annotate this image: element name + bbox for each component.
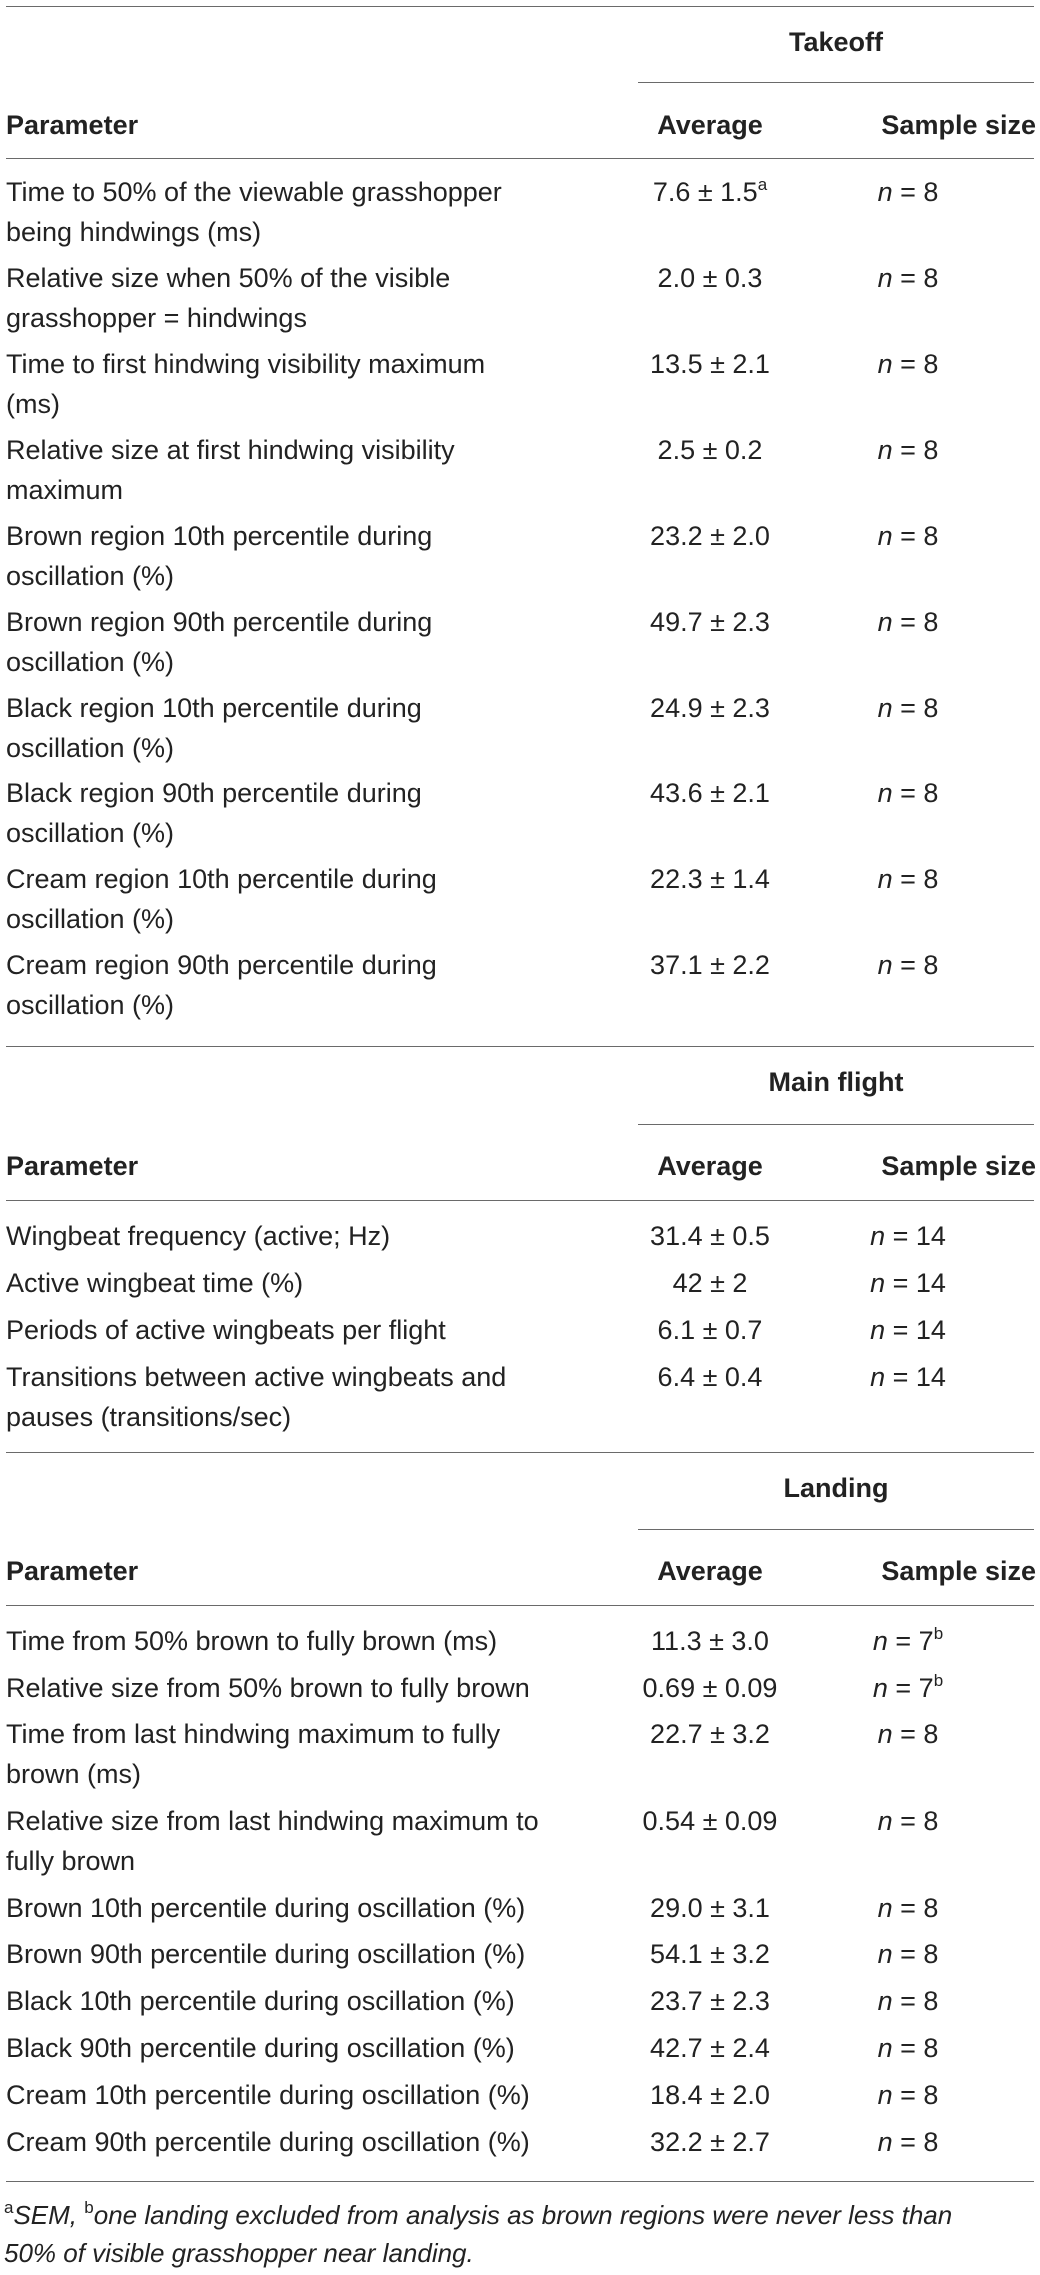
- row-sample-size: $n = 7^b$: [872, 1624, 944, 1656]
- row-average: 37.1 ± 2.2: [650, 950, 770, 980]
- section-top-rule: [6, 1046, 1034, 1047]
- row-parameter: Brown 10th percentile during oscillation (%): [6, 1893, 526, 1923]
- row-sample-size: n = 8: [877, 177, 939, 207]
- section-title-main-flight: Main flight: [768, 1067, 904, 1097]
- row-average: 49.7 ± 2.3: [650, 607, 770, 637]
- column-header-average: Average: [657, 1556, 763, 1586]
- row-parameter: Brown region 10th percentile during oscillation (%): [6, 521, 433, 591]
- row-parameter: Time to 50% of the viewable grasshopper being hindwings (ms): [6, 177, 502, 247]
- column-header-parameter: Parameter: [6, 1151, 139, 1181]
- row-sample-size: n = 8: [877, 2033, 939, 2063]
- row-average: 0.69 ± 0.09: [642, 1673, 778, 1703]
- table-footnote: $^a$SEM, $^b$one landing excluded from analysis as brown regions were never less than: [4, 2198, 953, 2230]
- row-sample-size: n = 14: [870, 1315, 946, 1345]
- row-average: 23.7 ± 2.3: [650, 1986, 770, 2016]
- table-bottom-rule: [6, 2181, 1034, 2182]
- row-sample-size: n = 8: [877, 1806, 939, 1836]
- row-sample-size: n = 14: [870, 1221, 946, 1251]
- row-sample-size: n = 8: [877, 950, 939, 980]
- row-parameter: Wingbeat frequency (active; Hz): [6, 1221, 391, 1251]
- row-parameter: Time from last hindwing maximum to fully brown (ms): [6, 1719, 501, 1789]
- row-sample-size: n = 8: [877, 2127, 939, 2157]
- column-header-sample-size: Sample size: [881, 1151, 1036, 1181]
- row-parameter: Time to first hindwing visibility maximum (ms): [6, 349, 486, 419]
- row-sample-size: n = 8: [877, 1986, 939, 2016]
- row-average: 2.0 ± 0.3: [657, 263, 763, 293]
- row-sample-size: n = 14: [870, 1268, 946, 1298]
- row-average: 0.54 ± 0.09: [642, 1806, 778, 1836]
- row-sample-size: n = 8: [877, 435, 939, 465]
- row-average: 32.2 ± 2.7: [650, 2127, 770, 2157]
- row-parameter: Black 10th percentile during oscillation (%): [6, 1986, 515, 2016]
- section-title-landing: Landing: [783, 1473, 889, 1503]
- row-sample-size: n = 8: [877, 1939, 939, 1969]
- row-average: 11.3 ± 3.0: [651, 1626, 769, 1656]
- row-parameter: Relative size from 50% brown to fully brown: [6, 1673, 530, 1703]
- row-average: 43.6 ± 2.1: [650, 778, 770, 808]
- row-parameter: Brown 90th percentile during oscillation (%): [6, 1939, 526, 1969]
- row-parameter: Brown region 90th percentile during oscillation (%): [6, 607, 433, 677]
- row-parameter: Active wingbeat time (%): [6, 1268, 304, 1298]
- column-header-average: Average: [657, 110, 763, 140]
- row-sample-size: n = 8: [877, 778, 939, 808]
- row-sample-size: n = 8: [877, 349, 939, 379]
- row-sample-size: n = 8: [877, 2080, 939, 2110]
- header-bottom-rule: [6, 1605, 1034, 1606]
- row-average: 7.6 ± 1.5$^a$: [652, 175, 768, 207]
- row-average: 22.3 ± 1.4: [650, 864, 770, 894]
- row-average: 22.7 ± 3.2: [650, 1719, 770, 1749]
- row-sample-size: n = 14: [870, 1362, 946, 1392]
- column-header-average: Average: [657, 1151, 763, 1181]
- section-top-rule: [6, 6, 1034, 7]
- row-average: 24.9 ± 2.3: [650, 693, 770, 723]
- row-parameter: Cream region 10th percentile during oscillation (%): [6, 864, 437, 934]
- row-sample-size: $n = 7^b$: [872, 1671, 944, 1703]
- section-title-takeoff: Takeoff: [788, 27, 883, 57]
- row-average: 2.5 ± 0.2: [657, 435, 763, 465]
- table-footnote-line-2: 50% of visible grasshopper near landing.: [4, 2238, 474, 2268]
- row-sample-size: n = 8: [877, 263, 939, 293]
- column-header-parameter: Parameter: [6, 1556, 139, 1586]
- row-sample-size: n = 8: [877, 1893, 939, 1923]
- row-parameter: Relative size when 50% of the visible grasshopper = hindwings: [6, 263, 451, 333]
- section-subheader-rule: [638, 82, 1034, 83]
- header-bottom-rule: [6, 158, 1034, 159]
- row-average: 54.1 ± 3.2: [650, 1939, 770, 1969]
- row-average: 42 ± 2: [672, 1268, 748, 1298]
- row-sample-size: n = 8: [877, 1719, 939, 1749]
- row-parameter: Relative size from last hindwing maximum to fully brown: [6, 1806, 539, 1876]
- section-subheader-rule: [638, 1529, 1034, 1530]
- section-subheader-rule: [638, 1124, 1034, 1125]
- row-parameter: Cream region 90th percentile during oscillation (%): [6, 950, 437, 1020]
- row-parameter: Black region 90th percentile during oscillation (%): [6, 778, 422, 848]
- row-parameter: Cream 10th percentile during oscillation (%): [6, 2080, 530, 2110]
- header-bottom-rule: [6, 1200, 1034, 1201]
- column-header-parameter: Parameter: [6, 110, 139, 140]
- row-parameter: Periods of active wingbeats per flight: [6, 1315, 446, 1345]
- row-parameter: Cream 90th percentile during oscillation (%): [6, 2127, 530, 2157]
- row-sample-size: n = 8: [877, 607, 939, 637]
- row-average: 29.0 ± 3.1: [650, 1893, 770, 1923]
- row-average: 31.4 ± 0.5: [650, 1221, 770, 1251]
- row-sample-size: n = 8: [877, 521, 939, 551]
- row-parameter: Relative size at first hindwing visibility maximum: [6, 435, 455, 505]
- row-sample-size: n = 8: [877, 693, 939, 723]
- column-header-sample-size: Sample size: [881, 1556, 1036, 1586]
- row-average: 42.7 ± 2.4: [650, 2033, 770, 2063]
- row-parameter: Time from 50% brown to fully brown (ms): [6, 1626, 498, 1656]
- row-average: 18.4 ± 2.0: [650, 2080, 770, 2110]
- row-parameter: Transitions between active wingbeats and pauses (transitions/sec): [6, 1362, 507, 1432]
- row-average: 13.5 ± 2.1: [650, 349, 770, 379]
- row-parameter: Black region 10th percentile during oscillation (%): [6, 693, 422, 763]
- row-sample-size: n = 8: [877, 864, 939, 894]
- row-average: 23.2 ± 2.0: [650, 521, 770, 551]
- row-average: 6.1 ± 0.7: [657, 1315, 763, 1345]
- column-header-sample-size: Sample size: [881, 110, 1036, 140]
- row-average: 6.4 ± 0.4: [657, 1362, 763, 1392]
- row-parameter: Black 90th percentile during oscillation (%): [6, 2033, 515, 2063]
- section-top-rule: [6, 1452, 1034, 1453]
